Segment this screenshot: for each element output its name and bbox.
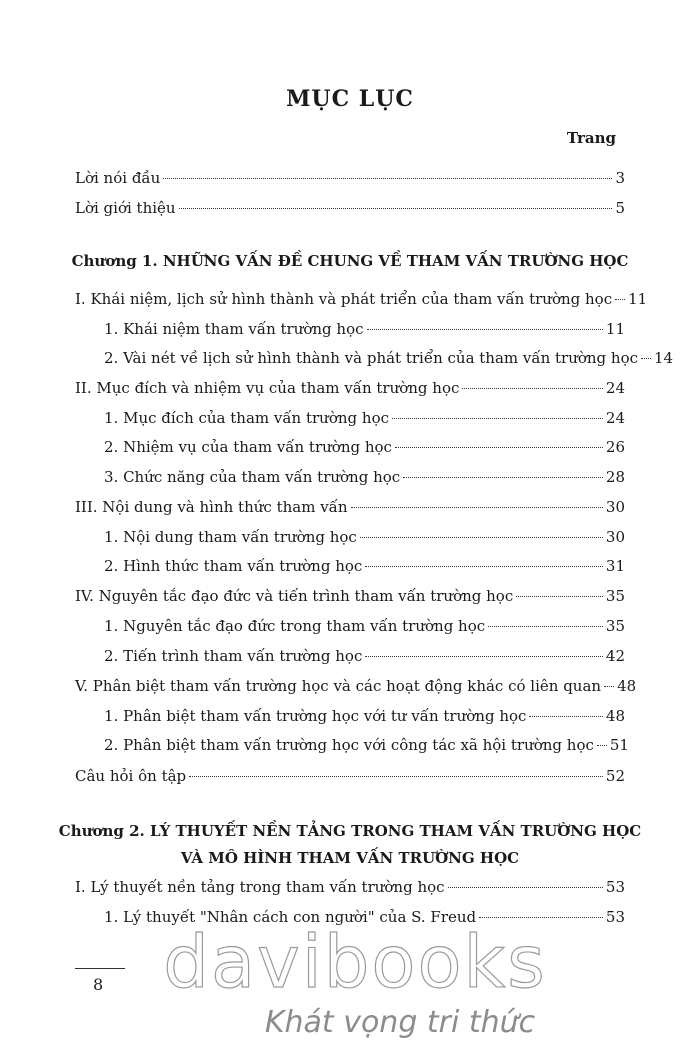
- toc-entry: 2. Vài nét về lịch sử hình thành và phát triển của tham vấn trường học 14: [104, 349, 674, 367]
- chapter-1-heading: Chương 1. NHỮNG VẤN ĐỀ CHUNG VỀ THAM VẤN TRƯỜNG HỌC: [71, 252, 629, 270]
- dot-leader: [488, 626, 603, 627]
- dot-leader: [597, 745, 607, 746]
- dot-leader: [479, 917, 603, 918]
- toc-entry: 2. Hình thức tham vấn trường học 31: [104, 557, 625, 575]
- toc-entry: 1. Nguyên tắc đạo đức trong tham vấn trường học 35: [104, 617, 625, 635]
- toc-entry: V. Phân biệt tham vấn trường học và các hoạt động khác có liên quan 48: [75, 677, 637, 695]
- toc-entry-foreword: Lời nói đầu 3: [75, 169, 625, 187]
- dot-leader: [365, 656, 603, 657]
- toc-entry: 3. Chức năng của tham vấn trường học 28: [104, 468, 625, 486]
- chapter-2-heading-line-1: Chương 2. LÝ THUYẾT NỀN TẢNG TRONG THAM VẤN TRƯỜNG HỌC: [58, 822, 642, 840]
- page-column-label: Trang: [566, 129, 616, 147]
- page-number: 8: [93, 975, 104, 994]
- dot-leader: [615, 299, 625, 300]
- dot-leader: [365, 566, 603, 567]
- dot-leader: [516, 596, 603, 597]
- dot-leader: [367, 329, 603, 330]
- dot-leader: [462, 388, 603, 389]
- toc-entry: IV. Nguyên tắc đạo đức và tiến trình tham vấn trường học 35: [75, 587, 625, 605]
- toc-entry: 1. Nội dung tham vấn trường học 30: [104, 528, 625, 546]
- dot-leader: [360, 537, 603, 538]
- toc-entry: 1. Mục đích của tham vấn trường học 24: [104, 409, 625, 427]
- dot-leader: [448, 887, 603, 888]
- toc-entry: 1. Lý thuyết "Nhân cách con người" của S. Freud 53: [104, 908, 625, 926]
- dot-leader: [392, 418, 603, 419]
- toc-entry-review-questions: Câu hỏi ôn tập 52: [75, 767, 625, 785]
- toc-entry: III. Nội dung và hình thức tham vấn 30: [75, 498, 625, 516]
- toc-entry: I. Khái niệm, lịch sử hình thành và phát triển của tham vấn trường học 11: [75, 290, 648, 308]
- dot-leader: [189, 776, 603, 777]
- toc-entry: 2. Phân biệt tham vấn trường học với công tác xã hội trường học 51: [104, 736, 629, 754]
- page-title: MỤC LỤC: [286, 86, 414, 112]
- dot-leader: [641, 358, 651, 359]
- dot-leader: [604, 686, 614, 687]
- toc-entry: I. Lý thuyết nền tảng trong tham vấn trường học 53: [75, 878, 625, 896]
- dot-leader: [179, 208, 613, 209]
- footer-rule: [75, 968, 125, 969]
- toc-entry: 2. Nhiệm vụ của tham vấn trường học 26: [104, 438, 625, 456]
- dot-leader: [163, 178, 612, 179]
- dot-leader: [529, 716, 602, 717]
- toc-entry: 2. Tiến trình tham vấn trường học 42: [104, 647, 625, 665]
- dot-leader: [351, 507, 603, 508]
- toc-entry-introduction: Lời giới thiệu 5: [75, 199, 625, 217]
- dot-leader: [395, 447, 603, 448]
- toc-entry: 1. Phân biệt tham vấn trường học với tư vấn trường học 48: [104, 707, 625, 725]
- watermark-slogan: Khát vọng tri thức: [264, 1005, 536, 1040]
- watermark-brand: davibooks: [163, 920, 547, 1004]
- dot-leader: [403, 477, 603, 478]
- toc-entry: II. Mục đích và nhiệm vụ của tham vấn trường học 24: [75, 379, 625, 397]
- chapter-2-heading-line-2: VÀ MÔ HÌNH THAM VẤN TRƯỜNG HỌC: [180, 849, 520, 867]
- toc-entry: 1. Khái niệm tham vấn trường học 11: [104, 320, 625, 338]
